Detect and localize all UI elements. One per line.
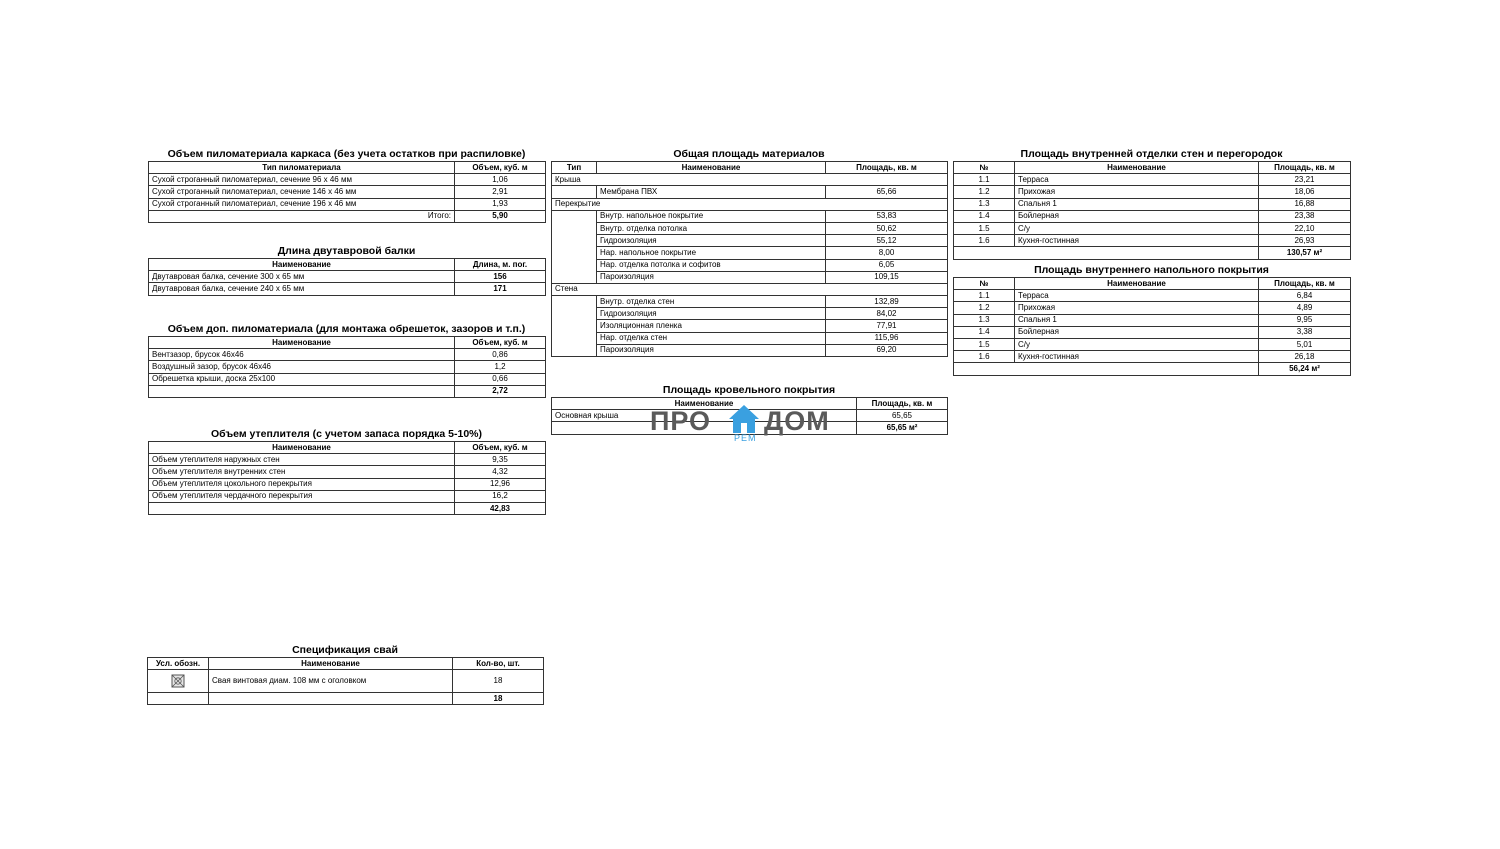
row-value: 1,06	[455, 174, 546, 186]
wall-finish-block	[953, 148, 1350, 260]
group-indent	[552, 210, 597, 283]
piles-block	[147, 644, 543, 705]
group-type: Крыша	[552, 174, 948, 186]
materials-area-table	[551, 161, 948, 357]
row-value: 16,2	[455, 490, 546, 502]
row-value: 65,65	[857, 410, 948, 422]
table-row	[149, 490, 546, 502]
row-num: 1.4	[954, 210, 1015, 222]
group-type: Стена	[552, 283, 948, 295]
table-row	[149, 349, 546, 361]
row-value: 26,18	[1259, 351, 1351, 363]
total-spacer	[148, 693, 209, 705]
materials-area-block	[551, 148, 947, 357]
table-row	[552, 259, 948, 271]
ibeam-title: Длина двутавровой балки	[277, 245, 416, 257]
row-value: 69,20	[826, 344, 948, 356]
table-header-row	[148, 658, 544, 670]
row-value: 23,38	[1259, 210, 1351, 222]
total-value: 18	[453, 693, 544, 705]
row-value: 50,62	[826, 222, 948, 234]
table-row	[149, 478, 546, 490]
table-row	[552, 320, 948, 332]
row-value: 16,88	[1259, 198, 1351, 210]
column-header: Кол-во, шт.	[453, 658, 544, 670]
total-spacer	[209, 693, 453, 705]
row-name: Спальня 1	[1015, 314, 1259, 326]
column-header: Объем, куб. м	[455, 162, 546, 174]
column-header: Наименование	[149, 259, 455, 271]
column-header: Наименование	[1015, 278, 1259, 290]
table-row	[149, 466, 546, 478]
row-num: 1.6	[954, 235, 1015, 247]
table-row	[149, 198, 546, 210]
table-header-row	[149, 442, 546, 454]
row-num: 1.6	[954, 351, 1015, 363]
row-value: 77,91	[826, 320, 948, 332]
row-value: 3,38	[1259, 326, 1351, 338]
total-value: 56,24 м²	[1259, 363, 1351, 375]
lumber-frame-block	[148, 148, 545, 223]
row-num: 1.2	[954, 186, 1015, 198]
table-row	[552, 332, 948, 344]
row-value: 2,91	[455, 186, 546, 198]
row-value: 4,32	[455, 466, 546, 478]
row-value: 84,02	[826, 308, 948, 320]
row-name: Гидроизоляция	[597, 308, 826, 320]
pile-symbol-icon	[171, 674, 185, 688]
table-row	[954, 314, 1351, 326]
table-header-row	[954, 278, 1351, 290]
total-row	[149, 385, 546, 397]
table-row	[954, 198, 1351, 210]
table-row	[149, 271, 546, 283]
row-value: 109,15	[826, 271, 948, 283]
row-value: 171	[455, 283, 546, 295]
row-name: Мембрана ПВХ	[597, 186, 826, 198]
table-row	[149, 361, 546, 373]
row-name: Бойлерная	[1015, 210, 1259, 222]
table-row	[954, 174, 1351, 186]
group-row	[552, 174, 948, 186]
table-row	[148, 670, 544, 693]
pile-symbol-cell	[148, 670, 209, 693]
total-row	[149, 210, 546, 222]
total-spacer	[954, 247, 1259, 259]
column-header: Площадь, кв. м	[1259, 162, 1351, 174]
total-value: 42,83	[455, 502, 546, 514]
row-value: 26,93	[1259, 235, 1351, 247]
row-value: 132,89	[826, 296, 948, 308]
column-header: №	[954, 162, 1015, 174]
table-header-row	[954, 162, 1351, 174]
column-header: Наименование	[552, 398, 857, 410]
row-name: Кухня-гостинная	[1015, 351, 1259, 363]
table-row	[954, 351, 1351, 363]
table-row	[954, 338, 1351, 350]
row-num: 1.5	[954, 222, 1015, 234]
ibeam-table	[148, 258, 546, 296]
lumber-frame-table	[148, 161, 546, 223]
table-row	[954, 290, 1351, 302]
table-row	[954, 326, 1351, 338]
row-name: Нар. отделка потолка и софитов	[597, 259, 826, 271]
row-value: 6,84	[1259, 290, 1351, 302]
row-value: 1,93	[455, 198, 546, 210]
row-name: Нар. напольное покрытие	[597, 247, 826, 259]
row-name: Терраса	[1015, 290, 1259, 302]
floor-cover-title: Площадь внутреннего напольного покрытия	[1034, 264, 1269, 276]
row-value: 6,05	[826, 259, 948, 271]
table-row	[552, 344, 948, 356]
row-name: Пароизоляция	[597, 344, 826, 356]
row-value: 115,96	[826, 332, 948, 344]
table-row	[552, 235, 948, 247]
total-value: 2,72	[455, 385, 546, 397]
row-value: 8,00	[826, 247, 948, 259]
row-name: Сухой строганный пиломатериал, сечение 146 х 46 мм	[149, 186, 455, 198]
row-value: 0,66	[455, 373, 546, 385]
row-value: 12,96	[455, 478, 546, 490]
row-num: 1.1	[954, 290, 1015, 302]
total-spacer	[149, 502, 455, 514]
row-value: 9,95	[1259, 314, 1351, 326]
row-name: Пароизоляция	[597, 271, 826, 283]
table-row	[552, 186, 948, 198]
column-header: Тип	[552, 162, 597, 174]
total-label: Итого:	[149, 210, 455, 222]
wall-finish-title: Площадь внутренней отделки стен и перегородок	[1020, 148, 1283, 160]
row-name: Объем утеплителя чердачного перекрытия	[149, 490, 455, 502]
row-name: Терраса	[1015, 174, 1259, 186]
row-name: Кухня-гостинная	[1015, 235, 1259, 247]
row-name: Сухой строганный пиломатериал, сечение 196 х 46 мм	[149, 198, 455, 210]
table-row	[552, 271, 948, 283]
table-row	[552, 210, 948, 222]
row-num: 1.4	[954, 326, 1015, 338]
row-name: Гидроизоляция	[597, 235, 826, 247]
group-row	[552, 198, 948, 210]
row-name: Внутр. отделка потолка	[597, 222, 826, 234]
row-value: 5,01	[1259, 338, 1351, 350]
column-header: Площадь, кв. м	[1259, 278, 1351, 290]
total-row	[148, 693, 544, 705]
row-value: 65,66	[826, 186, 948, 198]
column-header: №	[954, 278, 1015, 290]
extra-lumber-block	[148, 323, 545, 398]
row-name: Двутавровая балка, сечение 240 х 65 мм	[149, 283, 455, 295]
row-num: 1.1	[954, 174, 1015, 186]
column-header: Наименование	[1015, 162, 1259, 174]
total-value: 130,57 м²	[1259, 247, 1351, 259]
row-name: Изоляционная пленка	[597, 320, 826, 332]
row-value: 22,10	[1259, 222, 1351, 234]
row-value: 23,21	[1259, 174, 1351, 186]
table-row	[552, 222, 948, 234]
table-row	[552, 247, 948, 259]
row-num: 1.2	[954, 302, 1015, 314]
table-row	[954, 302, 1351, 314]
row-value: 53,83	[826, 210, 948, 222]
total-value: 5,90	[455, 210, 546, 222]
row-name: С/у	[1015, 222, 1259, 234]
row-name: Бойлерная	[1015, 326, 1259, 338]
total-row	[149, 502, 546, 514]
table-row	[149, 373, 546, 385]
row-value: 0,86	[455, 349, 546, 361]
floor-cover-block	[953, 264, 1350, 376]
table-row	[149, 283, 546, 295]
group-indent	[552, 296, 597, 357]
table-row	[954, 235, 1351, 247]
table-row	[954, 222, 1351, 234]
row-name: Прихожая	[1015, 186, 1259, 198]
table-row	[552, 308, 948, 320]
row-name: Свая винтовая диам. 108 мм с оголовком	[209, 670, 453, 693]
total-row	[954, 363, 1351, 375]
wall-finish-table	[953, 161, 1351, 260]
row-name: Нар. отделка стен	[597, 332, 826, 344]
logo-subtext: РЕМ	[734, 433, 757, 443]
row-value: 4,89	[1259, 302, 1351, 314]
column-header: Объем, куб. м	[455, 442, 546, 454]
roofing-title: Площадь кровельного покрытия	[662, 384, 836, 396]
row-name: Внутр. отделка стен	[597, 296, 826, 308]
materials-area-title: Общая площадь материалов	[673, 148, 825, 160]
group-indent	[552, 186, 597, 198]
pro-dom-logo	[650, 404, 850, 446]
table-row	[149, 186, 546, 198]
table-header-row	[149, 259, 546, 271]
group-row	[552, 283, 948, 295]
row-name: Объем утеплителя внутренних стен	[149, 466, 455, 478]
insulation-table	[148, 441, 546, 515]
logo-text-right: ДОМ	[764, 406, 830, 436]
piles-table	[147, 657, 544, 705]
extra-lumber-table	[148, 336, 546, 398]
table-row	[954, 186, 1351, 198]
row-name: Воздушный зазор, брусок 46х46	[149, 361, 455, 373]
row-value: 18,06	[1259, 186, 1351, 198]
row-name: Вентзазор, брусок 46х46	[149, 349, 455, 361]
table-row	[552, 296, 948, 308]
table-header-row	[149, 337, 546, 349]
table-header-row	[149, 162, 546, 174]
row-name: Объем утеплителя цокольного перекрытия	[149, 478, 455, 490]
house-icon	[728, 404, 760, 434]
total-value: 65,65 м²	[857, 422, 948, 434]
insulation-block	[148, 428, 545, 515]
column-header: Наименование	[149, 337, 455, 349]
table-row	[149, 454, 546, 466]
piles-title: Спецификация свай	[292, 644, 398, 656]
row-name: С/у	[1015, 338, 1259, 350]
total-row	[954, 247, 1351, 259]
column-header: Площадь, кв. м	[857, 398, 948, 410]
column-header: Длина, м. пог.	[455, 259, 546, 271]
extra-lumber-title: Объем доп. пиломатериала (для монтажа обрешеток, зазоров и т.п.)	[167, 323, 526, 335]
floor-cover-table	[953, 277, 1351, 376]
column-header: Усл. обозн.	[148, 658, 209, 670]
row-name: Спальня 1	[1015, 198, 1259, 210]
row-value: 1,2	[455, 361, 546, 373]
column-header: Наименование	[597, 162, 826, 174]
row-name: Основная крыша	[552, 410, 857, 422]
table-row	[149, 174, 546, 186]
row-num: 1.3	[954, 198, 1015, 210]
column-header: Наименование	[149, 442, 455, 454]
row-value: 55,12	[826, 235, 948, 247]
table-header-row	[552, 162, 948, 174]
column-header: Площадь, кв. м	[826, 162, 948, 174]
total-spacer	[149, 385, 455, 397]
row-name: Внутр. напольное покрытие	[597, 210, 826, 222]
row-name: Прихожая	[1015, 302, 1259, 314]
row-name: Сухой строганный пиломатериал, сечение 96 х 46 мм	[149, 174, 455, 186]
row-num: 1.5	[954, 338, 1015, 350]
row-name: Двутавровая балка, сечение 300 х 65 мм	[149, 271, 455, 283]
group-type: Перекрытие	[552, 198, 948, 210]
row-value: 156	[455, 271, 546, 283]
table-row	[954, 210, 1351, 222]
column-header: Наименование	[209, 658, 453, 670]
row-value: 9,35	[455, 454, 546, 466]
column-header: Тип пиломатериала	[149, 162, 455, 174]
row-name: Объем утеплителя наружных стен	[149, 454, 455, 466]
logo-text-left: ПРО	[650, 406, 712, 436]
row-num: 1.3	[954, 314, 1015, 326]
lumber-frame-title: Объем пиломатериала каркаса (без учета остатков при распиловке)	[167, 148, 526, 160]
row-value: 18	[453, 670, 544, 693]
row-name: Обрешетка крыши, доска 25х100	[149, 373, 455, 385]
ibeam-block	[148, 245, 545, 296]
total-spacer	[954, 363, 1259, 375]
insulation-title: Объем утеплителя (с учетом запаса порядка 5-10%)	[210, 428, 483, 440]
column-header: Объем, куб. м	[455, 337, 546, 349]
